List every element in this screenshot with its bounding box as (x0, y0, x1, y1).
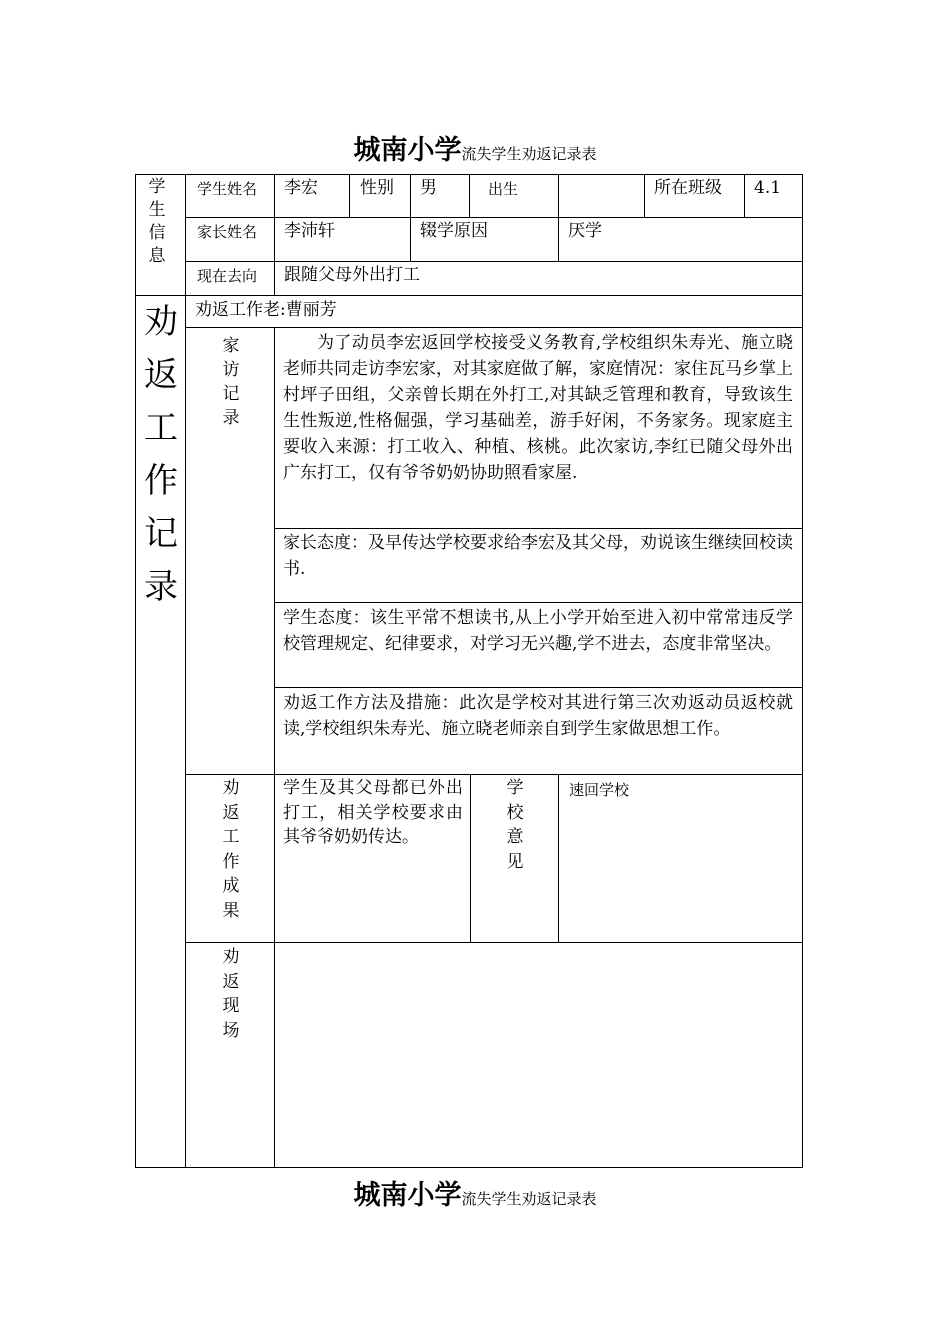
result-text: 学生及其父母都已外出打工，相关学校要求由其爷爷奶奶传达。 (283, 778, 463, 847)
dropout-reason-label: 辍学原因 (420, 221, 488, 241)
footer-title (0, 1182, 950, 1209)
parent-attitude-text: 家长态度：及早传达学校要求给李宏及其父母，劝说该生继续回校读书. (283, 533, 793, 579)
parent-name-value: 李沛轩 (284, 221, 335, 241)
page-title (0, 137, 950, 164)
whereabouts-value: 跟随父母外出打工 (284, 265, 420, 285)
student-attitude-text: 学生态度：该生平常不想读书,从上小学开始至进入初中常常违反学校管理规定、纪律要求，对学习无兴趣,学不进去，态度非常坚决。 (283, 608, 793, 654)
class-value: 4.1 (754, 178, 782, 198)
result-label: 劝返工作成果 (222, 778, 240, 921)
form-subtitle: 流失学生劝返记录表 (461, 145, 597, 163)
footer-subtitle: 流失学生劝返记录表 (461, 1190, 597, 1208)
student-name-value: 李宏 (284, 178, 318, 198)
dropout-reason-value: 厌学 (568, 221, 602, 241)
footer-school-name: 城南小学 (353, 1180, 462, 1211)
scene-label: 劝返现场 (222, 947, 240, 1041)
record-section-label: 劝返工作记录 (144, 302, 178, 607)
school-opinion-text: 速回学校 (569, 781, 630, 799)
home-visit-label: 家访记录 (222, 336, 240, 428)
student-name-label: 学生姓名 (197, 180, 258, 198)
school-name: 城南小学 (353, 135, 462, 166)
whereabouts-label: 现在去向 (197, 267, 258, 285)
class-label: 所在班级 (654, 178, 722, 198)
birth-label: 出生 (488, 180, 519, 198)
home-visit-text: 为了动员李宏返回学校接受义务教育,学校组织朱寿光、施立晓老师共同走访李宏家，对其家庭做了解，家庭情况：家住瓦马乡掌上村坪子田组，父亲曾长期在外打工,对其缺乏管理和教育，导致该生生性叛逆,性格倔强，学习基础差，游手好闲，不务家务。现家庭主要收入来源：打工收入、种植、核桃。此次家访,李红已随父母外出广东打工，仅有爷爷奶奶协助照看家屋. (283, 333, 793, 483)
methods-text: 劝返工作方法及措施：此次是学校对其进行第三次劝返动员返校就读,学校组织朱寿光、施立晓老师亲自到学生家做思想工作。 (283, 693, 793, 739)
gender-value: 男 (420, 178, 437, 198)
gender-label: 性别 (360, 178, 394, 198)
school-opinion-label: 学校意见 (506, 778, 524, 872)
parent-name-label: 家长姓名 (197, 223, 258, 241)
scene-photo-area (275, 943, 802, 1167)
worker-line: 劝返工作老:曹丽芳 (195, 300, 337, 320)
student-info-section-label: 学生信息 (148, 177, 166, 266)
